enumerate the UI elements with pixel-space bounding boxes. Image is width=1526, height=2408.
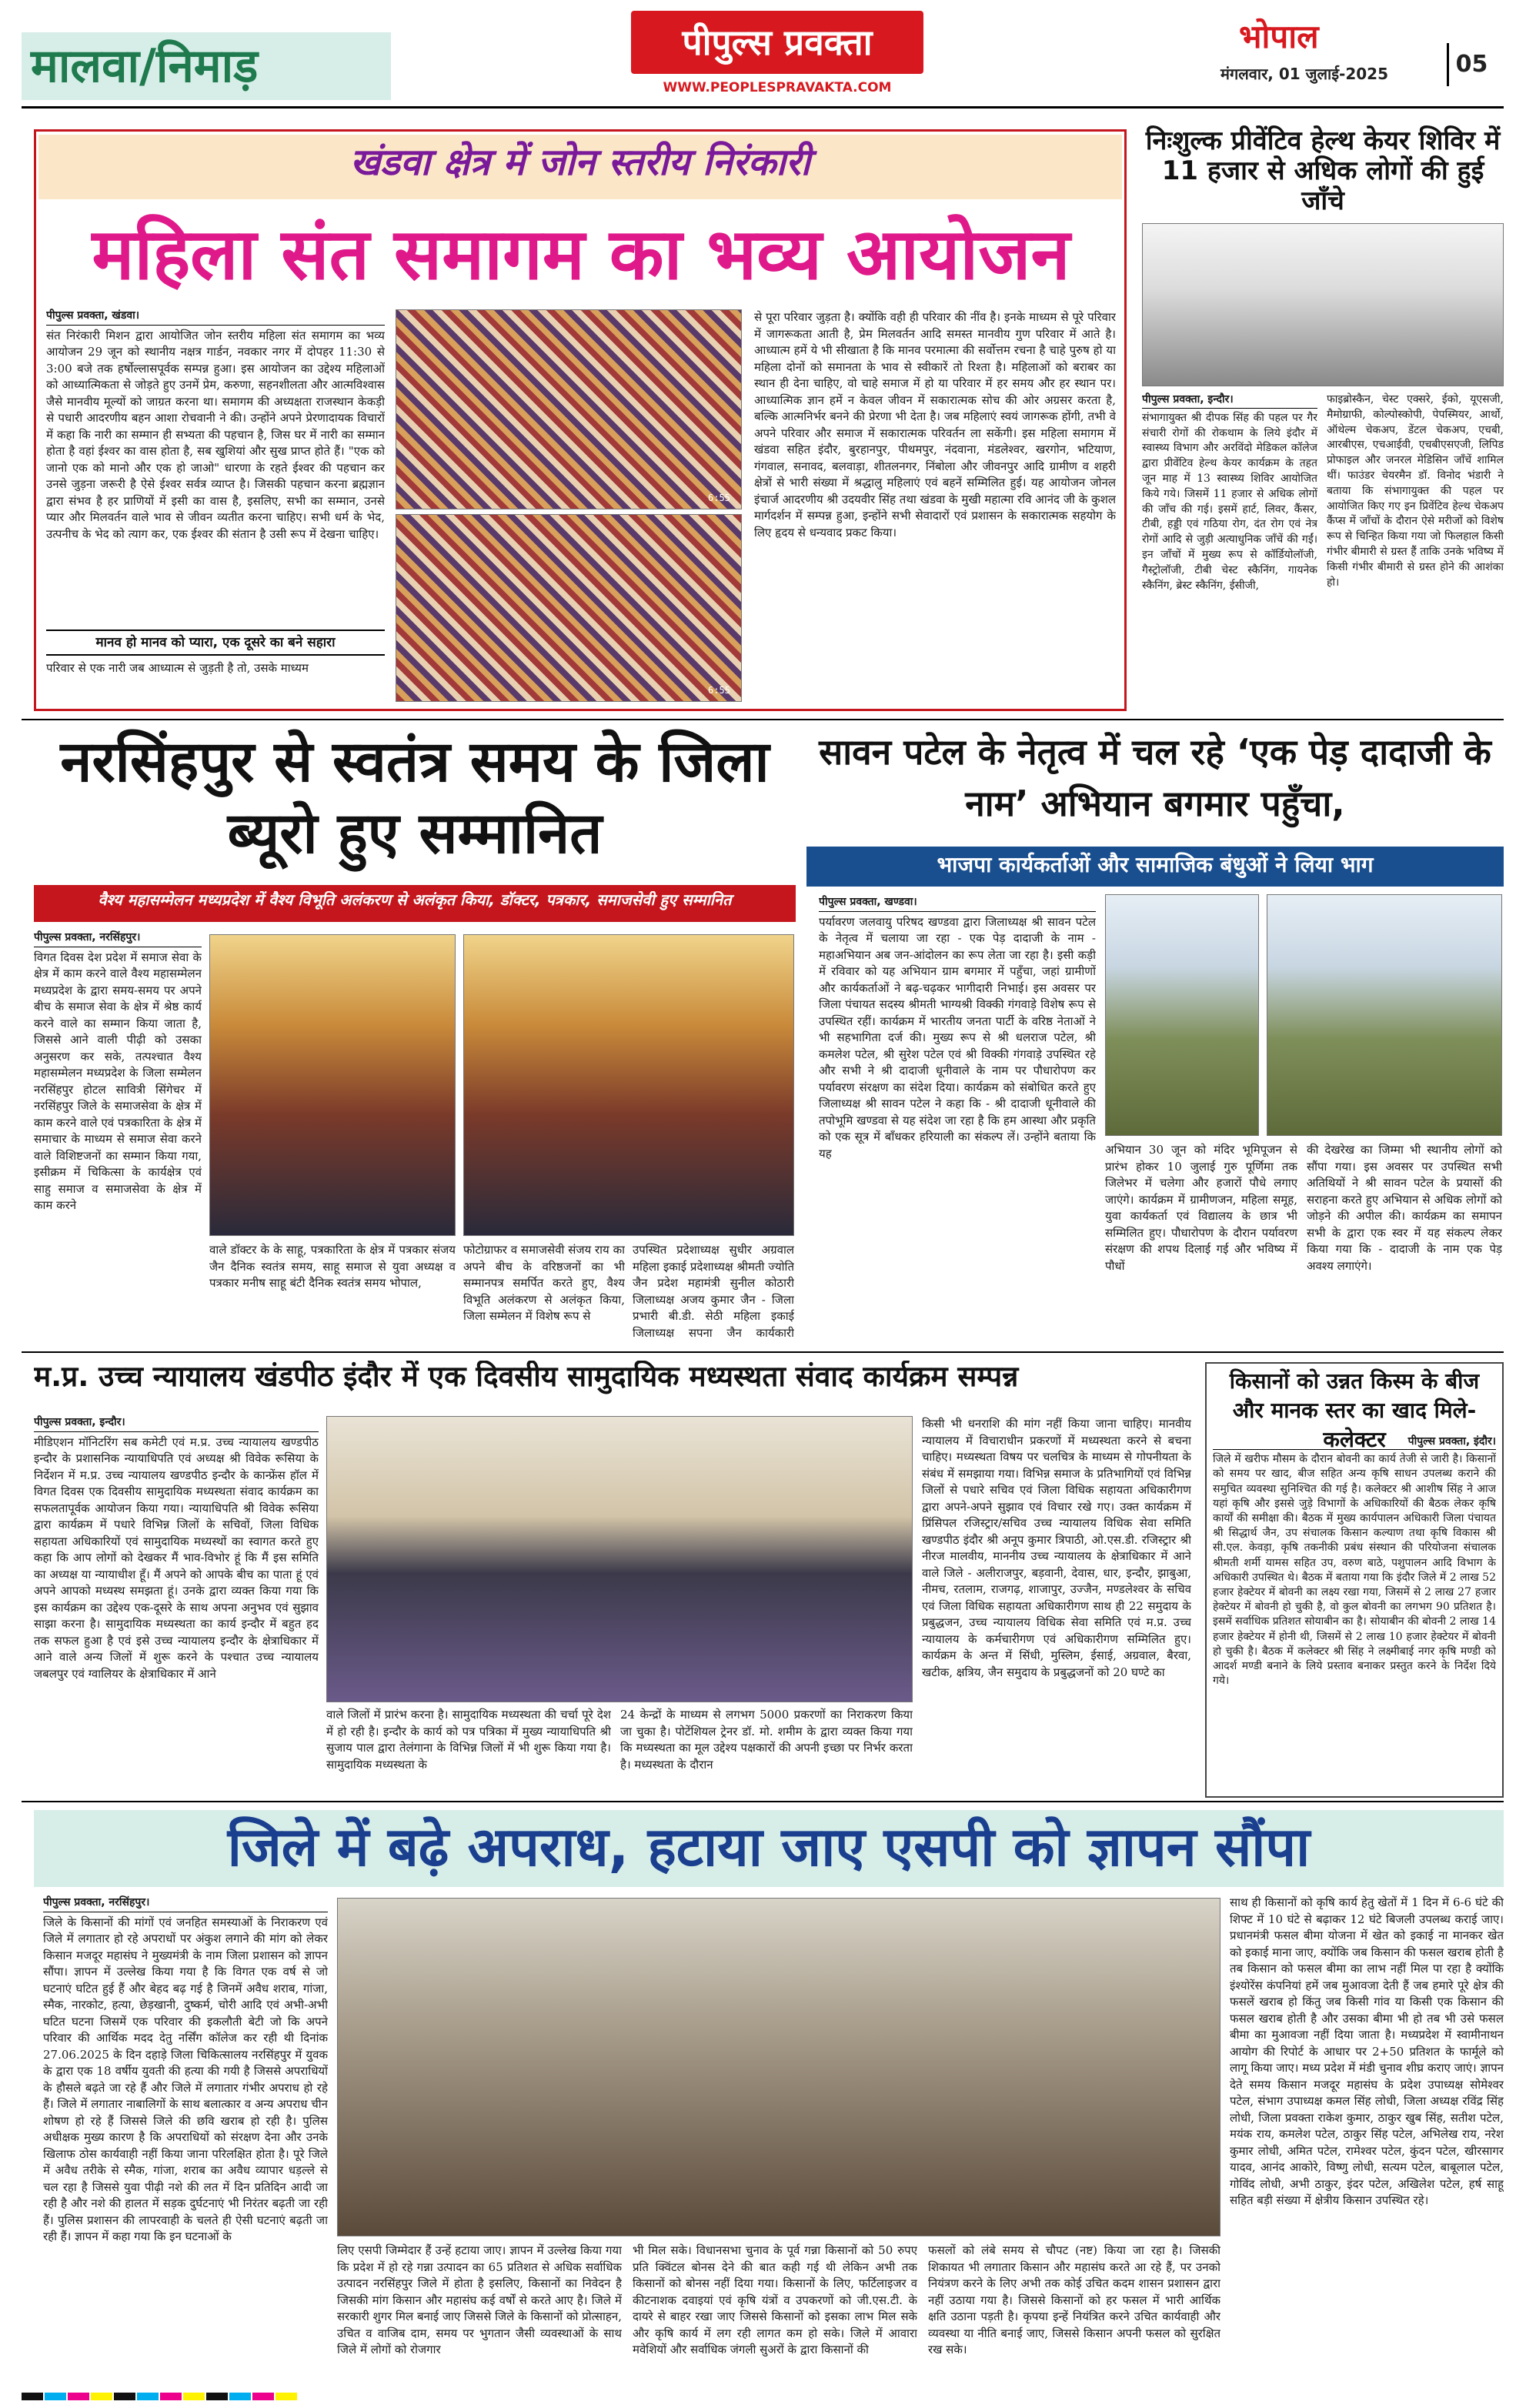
story1-col1-text: संत निरंकारी मिशन द्वारा आयोजित जोन स्तरीय महिला संत समागम का भव्य आयोजन 29 जून को स्थानीय नक्षत्र गार्डन, नवकार नगर में दोपहर 11:30 से 3:00 बजे तक हर्षोल्लासपूर्वक सम्पन्न हुआ। इस आयोजन का उद्देश्य महिलाओं को आध्यात्मिकता से जोड़ते हुए उनमें प्रेम, करुणा, सहनशीलता और आत्मविश्वास जैसे मानवीय मूल्यों को जाग्रत करना था। समागम की अध्यक्षता राजस्थान केकड़ी से पधारी आदरणीय बहन आशा रोचवानी ने की। उन्होंने अपने प्रेरणादायक विचारों में कहा कि नारी का सम्मान ही सभ्यता की पहचान है, जिस घर में नारी का सम्मान होता है वहां ईश्वर का वास होता है, सब खुशियां और सुख प्राप्त होते हैं। "एक को जानो एक को मानो और एक हो जाओ" धारणा के रहते ईश्वर की पहचान कर उनसे जुड़ना जरूरी है ऐसे ईश्वर सर्वत्र व्याप्त है। जिसकी पहचान करना ब्रह्मज्ञान द्वारा संभव है हर प्राणियों में इसी का वास है, इसलिए, सभी का सम्मान, उनसे प्यार और मिलवर्तन वाले भाव से जीवन व्यतीत करना चाहिए। सभी धर्म के भेद, उत्पनीच के भेद को त्याग कर, एक ईश्वर की संतान है उसी रूप में देखना चाहिए। xyxy=(46,328,385,541)
story3-col2: वाले डॉक्टर के के साहू, पत्रकारिता के क्षेत्र में पत्रकार संजय जैन दैनिक स्वतंत्र समय, साहू समाज से युवा अध्यक्ष व पत्रकार मनीष साहू बंटी दैनिक स्वतंत्र समय भोपाल, xyxy=(209,1243,456,1290)
story6-headline: किसानों को उन्नत किस्म के बीज और मानक स्तर का खाद मिले- कलेक्टर xyxy=(1229,1368,1480,1452)
story4-col1 xyxy=(819,894,1096,1342)
story2-byline: पीपुल्स प्रवक्ता, इन्दौर। xyxy=(1142,392,1317,409)
story7-col3: भी मिल सके। विधानसभा चुनाव के पूर्व गन्ना किसानों को 50 रुपए प्रति क्विंटल बोनस देने की बात कही गई थी लेकिन अभी तक किसानों को बोनस नहीं दिया गया। किसानों के लिए, फर्टिलाइजर व कीटनाशक दवाइयां एवं कृषि यंत्रों व उपकरणों को जी.एस.टी. के दायरे से बाहर रखा जाए जिससे किसानों को इसका लाभ मिल सके और कृषि कार्य में लग रही लागत कम हो सके। जिले में आवारा मवेशियों और सर्वाधिक जंगली सुअरों के द्वारा किसानों की xyxy=(633,2243,917,2356)
story5-col2: वाले जिलों में प्रारंभ करना है। सामुदायिक मध्यस्थता की चर्चा पूरे देश में हो रही है। इन्दौर के कार्य को पत्र पत्रिका में मुख्य न्यायाधिपति श्री सुजाय पाल द्वारा तेलंगाना के विभिन्न जिलों में भी शुरू किया गया है। सामुदायिक मध्यस्थता के xyxy=(326,1708,611,1772)
photo-memorandum-protest xyxy=(337,1898,1220,2236)
story3-banner-text: वैश्य महासम्मेलन मध्यप्रदेश में वैश्य विभूति अलंकरण से अलंकृत किया, डॉक्टर, पत्रकार, समाजसेवी हुए सम्मानित xyxy=(98,891,732,909)
photo-award-ceremony-2 xyxy=(463,934,794,1236)
photo-mediation-conference-hall xyxy=(326,1416,913,1702)
story1-subhead-text: मानव हो मानव को प्यारा, एक दूसरे का बने सहारा xyxy=(95,635,336,650)
photo-women-gathering-2 xyxy=(396,514,742,702)
divider-1 xyxy=(22,719,1504,720)
story3-headline: नरसिंहपुर से स्वतंत्र समय के जिला ब्यूरो हुए सम्मानित xyxy=(60,729,770,867)
story3-byline: पीपुल्स प्रवक्ता, नरसिंहपुर। xyxy=(34,930,202,947)
story5-headline: म.प्र. उच्च न्यायालय खंडपीठ इंदौर में एक दिवसीय सामुदायिक मध्यस्थता संवाद कार्यक्रम सम्पन्न xyxy=(34,1361,1019,1393)
page-number: 05 xyxy=(1447,43,1494,86)
story5-col4: किसी भी धनराशि की मांग नहीं किया जाना चाहिए। मानवीय न्यायालय में विचाराधीन प्रकरणों में मध्यस्थता करने से बचना चाहिए। मध्यस्थता विषय पर चलचित्र के माध्यम से गोपनीयता के संबंध में समझाया गया। विभिन्न समाज के प्रतिभागियों एवं विभिन्न जिलों से पधारे सचिव एवं जिला विधिक सहायता अधिकारीगण द्वारा अपने-अपने सुझाव एवं विचार रखे गए। उक्त कार्यक्रम में प्रिंसिपल रजिस्ट्रार/सचिव उच्च न्यायालय विधिक सेवा समिति खण्डपीठ इंदौर श्री अनूप कुमार त्रिपाठी, ओ.एस.डी. रजिस्ट्रार श्री नीरज मालवीय, माननीय उच्च न्यायालय के क्षेत्राधिकार में आने वाले जिले - अलीराजपुर, बड़वानी, देवास, धार, इन्दौर, झाबुआ, नीमच, रतलाम, राजगढ़, शाजापुर, उज्जैन, मण्डलेश्वर के सचिव एवं जिला विधिक सहायता अधिकारीगण साथ ही 22 समुदाय के प्रबुद्धजन, उच्च न्यायालय विधिक सेवा समिति एवं म.प्र. उच्च न्यायालय के कर्मचारीगण एवं अधिकारीगण सम्मिलित हुए। कार्यक्रम के अन्त में सिंधी, मुस्लिम, ईसाई, अग्रवाल, बैरवा, खटीक, क्षत्रिय, जैन समुदाय के प्रबुद्धजनों को 20 घण्टे का xyxy=(922,1417,1191,1679)
story5-col1-text: मीडिएशन मॉनिटरिंग सब कमेटी एवं म.प्र. उच्च न्यायालय खण्डपीठ इन्दौर के प्रशासनिक न्यायाधिपति एवं अध्यक्ष श्री विवेक रूसिया के निर्देशन में म.प्र. उच्च न्यायालय खण्डपीठ इन्दौर के कान्फ्रेंस हॉल में विगत दिवस एक दिवसीय सामुदायिक मध्यस्थता संवाद कार्यक्रम का सफलतापूर्वक आयोजन किया गया। न्यायाधिपति श्री विवेक रूसिया द्वारा कार्यक्रम में पधारे विभिन्न जिलों के सचिवों, जिला विधिक सहायता अधिकारियों एवं सामुदायिक मध्यस्थों का स्वागत करते हुए कहा कि आप लोगों को देखकर मैं भाव-विभोर हूं कि मैं इस समिति का अध्यक्ष या न्यायाधीश हूँ। मैं अपने को आपके बीच का पाता हूं एवं अपने आपको मध्यस्थ समझता हूं। उनके द्वारा व्यक्त किया गया कि इस कार्यक्रम का उद्देश्य एक-दूसरे के साथ अपना अनुभव एवं सुझाव साझा करना है। सामुदायिक मध्यस्थता का कार्य इन्दौर में बहुत हद तक सफल हुआ है एवं इसे उच्च न्यायालय इन्दौर के क्षेत्राधिकार में आने वाले अन्य जिलों में शुरू करने के पश्चात उच्च न्यायालय जबलपुर एवं ग्वालियर के क्षेत्राधिकार में आने xyxy=(34,1434,319,1681)
story3-col1 xyxy=(34,930,202,1342)
story5-col3: 24 केन्द्रों के माध्यम से लगभग 5000 प्रकरणों का निराकरण किया जा चुका है। पोटेंशियल ट्रेनर डॉ. मो. शमीम के द्वारा व्यक्त किया गया कि मध्यस्थता का मूल उद्देश्य पक्षकारों की अपनी इच्छा पर निर्भर करता है। मध्यस्थता के दौरान xyxy=(620,1708,913,1772)
story3-col3: फोटोग्राफर व समाजसेवी संजय राय का अपने बीच के वरिष्ठजनों का भी सम्मानपत्र समर्पित करते हुए, वैश्य विभूति अलंकरण से अलंकृत किया, जिला सम्मेलन में विशेष रूप से xyxy=(463,1243,625,1323)
website-link[interactable]: WWW.PEOPLESPRAVAKTA.COM xyxy=(663,80,892,95)
photo-health-camp-team xyxy=(1142,223,1504,386)
issue-date: मंगलवार, 01 जुलाई-2025 xyxy=(1220,65,1388,83)
divider-2 xyxy=(22,1351,1504,1353)
story7-col2: लिए एसपी जिम्मेदार हैं उन्हें हटाया जाए। ज्ञापन में उल्लेख किया गया कि प्रदेश में हो रहे गन्ना उत्पादन का 65 प्रतिशत से अधिक सर्वाधिक उत्पादन नरसिंहपुर जिले में होता है इसलिए, किसानों का निवेदन है जिसकी मांग किसान और महासंघ कई वर्षों से करते आए है। जिले में सरकारी शुगर मिल बनाई जाए जिससे जिले के किसानों को प्रोत्साहन, उचित व वाजिब दाम, समय पर भुगतान जैसी व्यवस्थाओं के साथ जिले में लोगों को रोजगार xyxy=(337,2243,622,2356)
print-color-bar xyxy=(22,2389,1504,2400)
story6-col1-text: जिले में खरीफ मौसम के दौरान बोवनी का कार्य तेजी से जारी है। किसानों को समय पर खाद, बीज सहित अन्य कृषि साधन उपलब्ध कराने की समुचित व्यवस्था सुनिश्चित की गई है। कलेक्टर श्री आशीष सिंह ने आज यहां कृषि और इससे जुड़े विभागों के अधिकारियों की बैठक लेकर कृषि कार्यों की समीक्षा की। बैठक में मुख्य कार्यपालन अधिकारी जिला पंचायत श्री सिद्धार्थ जैन, उप संचालक किसान कल्याण तथा कृषि विकास श्री सी.एल. केवड़ा, कृषि तकनीकी प्रबंध संस्थान की परियोजना संचालक श्रीमती शर्मी यामस सहित उप, वरुण बाठे, पशुपालन आदि विभाग के अधिकारी उपस्थित थे। बैठक में बताया गया कि इंदौर जिले में 2 लाख 52 हजार हेक्टेयर में बोवनी का लक्ष्य रखा गया, जिसमें से 2 लाख 27 हजार हेक्टेयर में बोवनी हो चुकी है, वो कुल बोवनी का लगभग 90 प्रतिशत है। इसमें सर्वाधिक प्रतिशत सोयाबीन का है। सोयाबीन की बोवनी 2 लाख 14 हजार हेक्टेयर में होनी थी, जिसमें से 2 लाख 10 हजार हेक्टेयर में बोवनी हो चुकी है। बैठक में कलेक्टर श्री सिंह ने लक्ष्मीबाई नगर कृषि मण्डी को आदर्श मण्डी बनाने के लिये प्रस्ताव बनाकर प्रस्तुत करने के निर्देश दिये गये। xyxy=(1213,1453,1496,1688)
photo-tree-plantation-1 xyxy=(1105,894,1259,1136)
photo2-timestamp: 6:55 xyxy=(708,685,730,696)
story1-col3: से पूरा परिवार जुड़ता है। क्योंकि वही ही परिवार की नींव है। इनके माध्यम से पूरे परिवार में जागरूकता आती है, प्रेम मिलवर्तन आदि समस्त मानवीय गुण परिवार में आते है। आध्यात्म हमें ये भी सीखाता है कि मानव परमात्मा की सर्वोत्तम रचना है चाहे पुरुष हो या महिला दोनों को समानता के भाव से स्वीकारें तो रिश्ता है। महिलाओं को बराबर का स्थान ही देना चाहिए, वो चाहे समाज में हो या परिवार में हर समय और हर स्थान पर। आध्यात्मिक ज्ञान हमें न केवल जीवन में सकारात्मक सोच की ओर अग्रसर करता है, बल्कि आत्मनिर्भर बनने की प्रेरणा भी देता है। जब महिलाएं स्वयं जागरूक होंगी, तभी वे अपने परिवार और समाज में सकारात्मक परिवर्तन ला सकेंगी। इस महिला समागम में खंडवा सहित इंदौर, बुरहानपुर, पीथमपुर, नंदवाना, मंडलेश्वर, खरगोन, भटियाण, गंगवाल, सनावद, बलवाड़ा, शीतलनगर, निंबोला और जीवनपुर आदि ग्रामीण व शहरी क्षेत्रों से भारी संख्या में श्रद्धालु महिलाएं एवं बहनें सम्मिलित हुई। यह आयोजन जोनल इंचार्ज आदरणीय श्री उदयवीर सिंह तथा खंडवा के मुखी महात्मा रवि आनंद जी के कुशल मार्गदर्शन में सम्पन्न हुआ, इन्होंने सभी सेवादारों एवं प्रशासन के सकारात्मक सहयोग के लिए हृदय से धन्यवाद प्रकट किया। xyxy=(754,310,1116,539)
photo-award-ceremony-1 xyxy=(209,934,456,1236)
story1-col1 xyxy=(46,308,385,625)
story4-banner-text: भाजपा कार्यकर्ताओं और सामाजिक बंधुओं ने लिया भाग xyxy=(937,852,1374,877)
story1-byline: पीपुल्स प्रवक्ता, खंडवा। xyxy=(46,308,385,326)
divider-3 xyxy=(22,1801,1504,1802)
story2-headline: निःशुल्क प्रीवेंटिव हेल्थ केयर शिविर में 11 हजार से अधिक लोगों की हुई जाँचे xyxy=(1145,125,1501,217)
story7-col4: फसलों को लंबे समय से चौपट (नष्ट) किया जा रहा है। जिसकी शिकायत भी लगातार किसान और महासंघ करते आ रहे हैं, पर उनको नियंत्रण करने के लिए अभी तक कोई उचित कदम शासन प्रशासन द्वारा नहीं उठाया गया है। जिससे किसानों को हर फसल में भारी आर्थिक क्षति उठाना पड़ती है। कृपया इन्हें नियंत्रित करने उचित कार्यवाही और व्यवस्था या नीति बनाई जाए, जिससे किसान अपनी फसल को सुरक्षित रख सके। xyxy=(928,2243,1220,2356)
story6-byline: पीपुल्स प्रवक्ता, इंदौर। xyxy=(1213,1434,1496,1450)
story7-byline: पीपुल्स प्रवक्ता, नरसिंहपुर। xyxy=(43,1895,328,1912)
story7-col1 xyxy=(43,1895,328,2375)
story7-col5: साथ ही किसानों को कृषि कार्य हेतु खेतों में 1 दिन में 6-6 घंटे की शिफ्ट में 10 घंटे से बढ़ाकर 12 घंटे बिजली उपलब्ध कराई जाए। प्रधानमंत्री फसल बीमा योजना में खेत को इकाई ना मानकर खेत को इकाई माना जाए, क्योंकि जब किसान की फसल खराब होती है तब किसान को फसल बीमा का लाभ नहीं मिल पा रहा है क्योंकि इंश्योरेंस कंपनियां हमें जब मुआवजा देती हैं जब हमारे पूरे क्षेत्र की फसलें खराब हो किंतु जब किसी गांव या किसी एक किसान की फसल खराब होती है और उसका बीमा भी हो तब भी उसे फसल बीमा का मुआवजा नहीं दिया जाता है। मध्यप्रदेश में स्वामीनाथन आयोग की रिपोर्ट के आधार पर 2+50 प्रतिशत के फार्मूले को लागू किया जाए। मध्य प्रदेश में मंडी चुनाव शीघ्र कराए जाएं। ज्ञापन देते समय किसान मजदूर महासंघ के प्रदेश उपाध्यक्ष सोमेश्वर पटेल, संभाग उपाध्यक्ष कमल सिंह लोधी, जिला अध्यक्ष रविंद्र सिंह लोधी, जिला प्रवक्ता राकेश कुमार, ठाकुर खुब सिंह, सतीश पटेल, मयंक राय, कमलेश पटेल, ठाकुर सिंह पटेल, अभिलेख राय, नरेश कुमार लोधी, अमित पटेल, रामेश्वर पटेल, कुंदन पटेल, खीरसागर यादव, आनंद आकोरे, विष्णु लोधी, सत्यम पटेल, बाबूलाल पटेल, गोविंद लोधी, अभी ठाकुर, इंदर पटेल, अखिलेश पटेल, हर्ष साहू सहित बड़ी संख्या में क्षेत्रीय किसान उपस्थित रहे। xyxy=(1230,1895,1504,2207)
story7-col1-text: जिले के किसानों की मांगों एवं जनहित समस्याओं के निराकरण एवं जिले में लगातार हो रहे अपराधों पर अंकुश लगाने की मांग को लेकर किसान मजदूर महासंघ ने मुख्यमंत्री के नाम जिला प्रशासन को ज्ञापन सौंपा। ज्ञापन में उल्लेख किया गया है कि विगत एक वर्ष से जो घटनाएं घटित हुई हैं और बेहद बढ़ गई है जिनमें अवैध शराब, गांजा, स्मैक, नारकोट, हत्या, छेड़खानी, दुष्कर्म, चोरी आदि एवं अभी-अभी घटित घटना जिसमें एक परिवार की इकलौती बेटी जो कि अपने परिवार की आर्थिक मदद देतु नर्सिंग कॉलेज कर रही थी दिनांक 27.06.2025 के दिन दहाड़े जिला चिकित्सालय नरसिंहपुर में युवक के द्वारा एक 18 वर्षीय युवती की हत्या की गयी है जिससे अपराधियों के हौसले बढ़ते जा रहे हैं और जिले में लगातार गंभीर अपराध हो रहे हैं। जिले में लगातार नाबालिगों के साथ बलात्कार व अन्य अपराध चीन शोषण हो रहे हैं जिससे जिले की छवि खराब हो रही है। पुलिस अधीक्षक मुख्य कारण है कि अपराधियों को संरक्षण देना और उनके खिलाफ ठोस कार्यवाही नहीं किया जाना परिलक्षित होता है। पूरे जिले में अवैध तरीके से स्मैक, गांजा, शराब का अवैध व्यापार धड़ल्ले से चल रहा है जिससे युवा पीढ़ी नशे की लत में दिन प्रतिदिन आदी जा रही है और नशे की हालत में सड़क दुर्घटनाएं भी निरंतर बढ़ती जा रही हैं। पुलिस प्रशासन की लापरवाही के चलते ही ऐसी घटनाएं बढ़ती जा रही हैं। ज्ञापन में कहा गया कि इन घटनाओं के xyxy=(43,1915,328,2243)
story2-col2: फाइब्रोस्कैन, चेस्ट एक्सरे, ईको, यूएसजी, मैमोग्राफी, कोल्पोस्कोपी, पेपस्मियर, आर्थो, ऑथेल्म चेकअप, डेंटल चेकअप, एचबी, आरबीएस, एचआईवी, एचबीएसएजी, लिपिड प्रोफाइल और जनरल मेडिसिन जाँचें शामिल थीं। फाउंडर चेयरमैन डॉ. विनोद भंडारी ने बताया कि संभागायुक्त की पहल पर आयोजित किए गए इन प्रिवेंटिव हेल्थ चेकअप कैंप्स में जाँचों के दौरान ऐसे मरीजों को विशेष रूप से चिन्हित किया गया जो फिलहाल किसी गंभीर बीमारी से ग्रस्त हैं ताकि उनके भविष्य में किसी गंभीर बीमारी से ग्रस्त होने की आशंका हो। xyxy=(1327,393,1504,589)
photo-tree-plantation-2 xyxy=(1267,894,1502,1136)
story1-kicker: खंडवा क्षेत्र में जोन स्तरीय निरंकारी xyxy=(350,141,810,184)
story4-col2: अभियान 30 जून को मंदिर भूमिपूजन से प्रारंभ होकर 10 जुलाई गुरु पूर्णिमा तक जिलेभर में चलेगा और हजारों पौधे लगाए जाएंगे। कार्यक्रम में ग्रामीणजन, महिला समूह, युवा कार्यकर्ता एवं विद्यालय के छात्र भी सम्मिलित हुए। पौधारोपण के दौरान पर्यावरण संरक्षण की शपथ दिलाई गई और भविष्य में पौधों xyxy=(1105,1143,1297,1273)
masthead-rule xyxy=(22,106,1504,109)
masthead xyxy=(0,0,1526,108)
paper-name: पीपुल्स प्रवक्ता xyxy=(682,22,873,63)
city-name: भोपाल xyxy=(1239,18,1319,55)
story5-col1 xyxy=(34,1414,319,1793)
photo1-timestamp: 6:55 xyxy=(708,493,730,503)
photo-women-gathering-1 xyxy=(396,309,742,509)
story4-col1-text: पर्यावरण जलवायु परिषद खण्डवा द्वारा जिलाध्यक्ष श्री सावन पटेल के नेतृत्व में चलाया जा रहा - एक पेड़ दादाजी के नाम - महाअभियान अब जन-आंदोलन का रूप लेता जा रहा है। इसी कड़ी में रविवार को यह अभियान ग्राम बगमार में पहुँचा, जहां ग्रामीणों और कार्यकर्ताओं ने बढ़-चढ़कर भागीदारी निभाई। इस अवसर पर जिला पंचायत सदस्य श्रीमती भाग्यश्री विक्की गंगवाड़े विशेष रूप से उपस्थित रहीं। कार्यक्रम में भारतीय जनता पार्टी के वरिष्ठ नेताओं ने भी सहभागिता दर्ज की। मुख्य रूप से श्री धलराज पटेल, श्री कमलेश पटेल, श्री सुरेश पटेल एवं श्री विक्की गंगवाड़े उपस्थित रहे और सभी ने श्री दादाजी धूनीवाले के नाम पर पौधारोपण कर पर्यावरण संरक्षण का संदेश दिया। कार्यक्रम को संबोधित करते हुए जिलाध्यक्ष श्री सावन पटेल ने कहा कि - श्री दादाजी धूनीवाले की तपोभूमि खण्डवा से यह संदेश जा रहा है कि हम आस्था और प्रकृति को एक सूत्र में बाँधकर हरियाली का संकल्प लें। उन्होंने बताया कि यह xyxy=(819,914,1096,1161)
story5-byline: पीपुल्स प्रवक्ता, इन्दौर। xyxy=(34,1414,319,1432)
story4-byline: पीपुल्स प्रवक्ता, खण्डवा। xyxy=(819,894,1096,912)
story7-headline: जिले में बढ़े अपराध, हटाया जाए एसपी को ज्ञापन सौंपा xyxy=(227,1815,1311,1879)
story1-headline: महिला संत समागम का भव्य आयोजन xyxy=(92,213,1070,296)
story3-col4: उपस्थित प्रदेशाध्यक्ष सुधीर अग्रवाल महिला इकाई प्रदेशाध्यक्ष श्रीमती ज्योति जैन प्रदेश महामंत्री सुनील कोठारी जिलाध्यक्ष अजय कुमार जैन - जिला प्रभारी बी.डी. सेठी महिला इकाई जिलाध्यक्ष सपना जैन कार्यकारी xyxy=(633,1243,794,1340)
story2-col1-text: संभागायुक्त श्री दीपक सिंह की पहल पर गैर संचारी रोगों की रोकथाम के लिये इंदौर में स्वास्थ्य विभाग और अरविंदो मेडिकल कॉलेज द्वारा प्रीवेंटिव हेल्थ केयर कार्यक्रम के तहत जून माह में 13 स्वास्थ्य शिविर आयोजित किये गये। जिसमें 11 हजार से अधिक लोगों की जाँच की गई। इसमें हार्ट, लिवर, कैंसर, टीबी, हड्डी एवं गठिया रोग, दंत रोग एवं नेत्र रोगों आदि से जुड़ी अत्याधुनिक जाँचें की गईं। इन जाँचों में मुख्य रूप से कॉर्डियोलॉजी, गैस्ट्रोलॉजी, टीबी चेस्ट स्कैनिंग, गायनेक स्कैनिंग, ब्रेस्ट स्कैनिंग, ईसीजी, xyxy=(1142,411,1317,592)
story3-col1-text: विगत दिवस देश प्रदेश में समाज सेवा के क्षेत्र में काम करने वाले वैश्य महासम्मेलन मध्यप्रदेश के द्वारा समय-समय पर अपने बीच के समाज सेवा के क्षेत्र में श्रेष्ठ कार्य करने वाले का सम्मान किया जाता है, जिससे आने वाली पीढ़ी को उसका अनुसरण कर सके, तत्पश्चात वैश्य महासम्मेलन मध्यप्रदेश के जिला सम्मेलन नरसिंहपुर होटल सावित्री सिंगेचर में नरसिंहपुर जिले के समाजसेवा के क्षेत्र में काम करने वाले एवं पत्रकारिता के क्षेत्र में समाचार के माध्यम से समाज सेवा करने वाले विशिष्टजनों का सम्मान किया गया, इसीक्रम में चिकित्सा के कार्यक्षेत्र एवं साहु समाज व समाजसेवा के क्षेत्र में काम करने xyxy=(34,950,202,1212)
story4-headline: सावन पटेल के नेतृत्व में चल रहे ‘एक पेड़ दादाजी के नाम’ अभियान बगमार पहुँचा, xyxy=(819,731,1491,824)
story6-col1 xyxy=(1213,1434,1496,1793)
section-title: मालवा/निमाड़ xyxy=(31,39,259,93)
story2-col1 xyxy=(1142,392,1317,711)
story1-col1-tail: परिवार से एक नारी जब आध्यात्म से जुड़ती है तो, उसके माध्यम xyxy=(46,661,309,675)
story4-col3: की देखरेख का जिम्मा भी स्थानीय लोगों को सौंपा गया। इस अवसर पर उपस्थित सभी अतिथियों ने श्री सावन पटेल के प्रयासों की सराहना करते हुए अभियान से अधिक लोगों को जोड़ने की अपील की। कार्यक्रम का समापन सभी के द्वारा एक स्वर में यह संकल्प लेकर किया गया कि - दादाजी के नाम एक पेड़ अवश्य लगाएंगे। xyxy=(1307,1143,1502,1273)
